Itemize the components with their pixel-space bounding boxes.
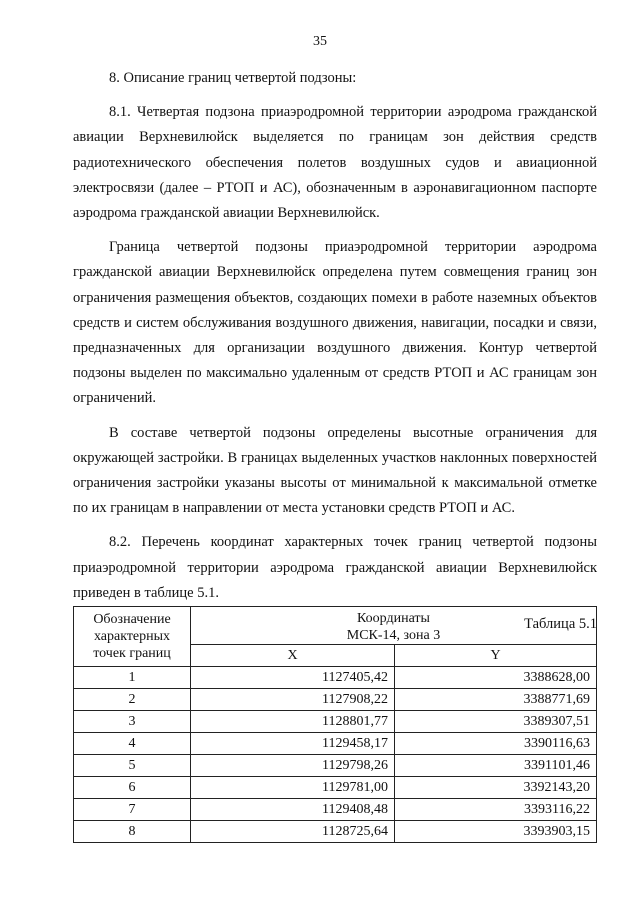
- y-coordinate-cell: 3393116,22: [395, 799, 597, 821]
- y-coordinate-cell: 3392143,20: [395, 777, 597, 799]
- paragraph-boundary: Граница четвертой подзоны приаэродромной территории аэродрома гражданской авиации Верхневилюйск определена путем совмещения границ зон ограничения размещения объектов, создающих помехи в работе наземных объектов средств и систем обслуживания воздушного движения, навигации, посадки и связи, предназначенных для организации воздушного движения. Контур четвертой подзоны выделен по максимально удаленным от средств РТОП и АС границам зон ограничений.: [73, 239, 597, 407]
- point-number-cell: 6: [74, 777, 191, 799]
- header-coordinates-title: Координаты: [357, 611, 430, 626]
- document-body: [73, 66, 597, 637]
- x-coordinate-cell: 1129798,26: [191, 755, 395, 777]
- section-heading: 8. Описание границ четвертой подзоны:: [109, 70, 357, 86]
- x-coordinate-cell: 1129408,48: [191, 799, 395, 821]
- paragraph-height-limits: В составе четвертой подзоны определены высотные ограничения для окружающей застройки. В границах выделенных участков наклонных поверхностей ограничения застройки указаны высоты от минимальной к максимальной отметке по их границам в направлении от места установки средств РТОП и АС.: [73, 424, 597, 517]
- y-coordinate-cell: 3388771,69: [395, 689, 597, 711]
- x-coordinate-cell: 1128801,77: [191, 711, 395, 733]
- point-number-cell: 4: [74, 733, 191, 755]
- page-number: 35: [313, 34, 327, 49]
- x-coordinate-cell: 1127908,22: [191, 689, 395, 711]
- point-number-cell: 7: [74, 799, 191, 821]
- y-coordinate-cell: 3388628,00: [395, 667, 597, 689]
- x-coordinate-cell: 1129781,00: [191, 777, 395, 799]
- header-point-designation: Обозначение характерных точек границ: [74, 607, 191, 667]
- point-number-cell: 3: [74, 711, 191, 733]
- point-number-cell: 5: [74, 755, 191, 777]
- coordinates-table: [73, 606, 597, 843]
- y-coordinate-cell: 3393903,15: [395, 821, 597, 843]
- table-row: [74, 799, 597, 821]
- table-body: [74, 667, 597, 843]
- point-number-cell: 1: [74, 667, 191, 689]
- table-caption: Таблица 5.1: [524, 616, 597, 633]
- table-row: [74, 821, 597, 843]
- x-coordinate-cell: 1128725,64: [191, 821, 395, 843]
- point-number-cell: 8: [74, 821, 191, 843]
- paragraph-8-1: 8.1. Четвертая подзона приаэродромной территории аэродрома гражданской авиации Верхневилюйск выделяется по границам зон действия средств радиотехнического обеспечения полетов воздушных судов и авиационной электросвязи (далее – РТОП и АС), обозначенным в аэронавигационном паспорте аэродрома гражданской авиации Верхневилюйск.: [73, 104, 597, 222]
- paragraph-8-2: 8.2. Перечень координат характерных точек границ четвертой подзоны приаэродромной территории аэродрома гражданской авиации Верхневилюйск приведен в таблице 5.1.: [73, 534, 597, 601]
- point-number-cell: 2: [74, 689, 191, 711]
- table-row: [74, 777, 597, 799]
- header-x: X: [191, 645, 395, 667]
- table-row: [74, 711, 597, 733]
- y-coordinate-cell: 3391101,46: [395, 755, 597, 777]
- x-coordinate-cell: 1127405,42: [191, 667, 395, 689]
- header-y: Y: [395, 645, 597, 667]
- header-coordinates: [191, 607, 597, 645]
- y-coordinate-cell: 3390116,63: [395, 733, 597, 755]
- y-coordinate-cell: 3389307,51: [395, 711, 597, 733]
- header-coordinate-system: МСК-14, зона 3: [346, 628, 441, 643]
- table-row: [74, 667, 597, 689]
- table-row: [74, 755, 597, 777]
- table-row: [74, 689, 597, 711]
- table-row: [74, 733, 597, 755]
- x-coordinate-cell: 1129458,17: [191, 733, 395, 755]
